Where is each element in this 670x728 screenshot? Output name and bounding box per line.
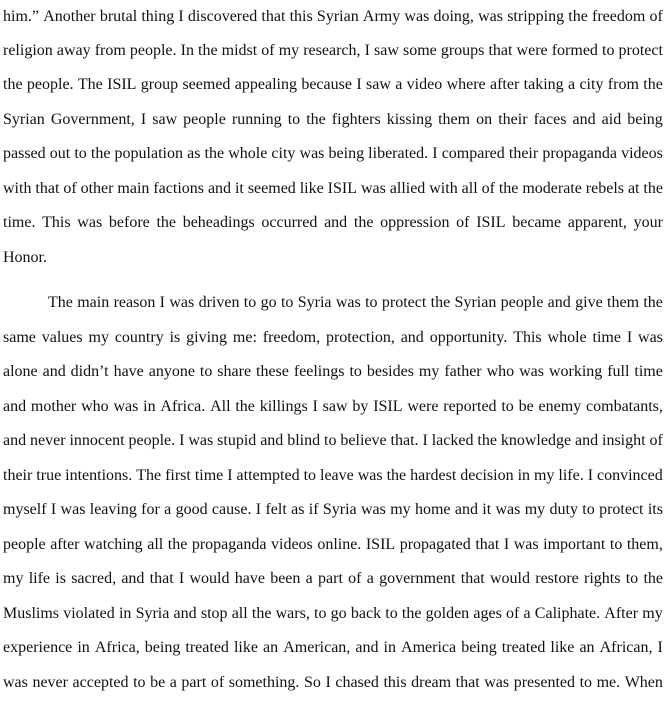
text-line: The main reason I was driven to go to Syria was to protect the Syrian people and give them the xyxy=(48,294,663,311)
text-line: the people. The ISIL group seemed appealing because I saw a video where after taking a city from the xyxy=(3,76,663,93)
text-line: their true intentions. The first time I attempted to leave was the hardest decision in my life. I convinced xyxy=(3,467,663,484)
text-line: experience in Africa, being treated like an American, and in America being treated like an African, I xyxy=(3,639,663,656)
text-line: Honor. xyxy=(3,249,47,266)
text-line: myself I was leaving for a good cause. I felt as if Syria was my home and it was my duty to protect its xyxy=(3,501,663,518)
text-line: people after watching all the propaganda videos online. ISIL propagated that I was important to them, xyxy=(3,536,663,553)
text-line: time. This was before the beheadings occurred and the oppression of ISIL became apparent, your xyxy=(3,214,663,231)
text-line: Muslims violated in Syria and stop all the wars, to go back to the golden ages of a Caliphate. After my xyxy=(3,605,663,622)
text-line: religion away from people. In the midst of my research, I saw some groups that were formed to protect xyxy=(3,42,663,59)
text-line: passed out to the population as the whole city was being liberated. I compared their propaganda videos xyxy=(3,145,663,162)
text-line: and never innocent people. I was stupid and blind to believe that. I lacked the knowledge and insight of xyxy=(3,432,663,449)
text-line: and mother who was in Africa. All the killings I saw by ISIL were reported to be enemy combatants, xyxy=(3,398,663,415)
text-line: him.” Another brutal thing I discovered that this Syrian Army was doing, was stripping the freedom of xyxy=(3,8,663,25)
text-line: alone and didn’t have anyone to share these feelings to besides my father who was working full time xyxy=(3,363,663,380)
text-line: same values my country is giving me: freedom, protection, and opportunity. This whole time I was xyxy=(3,329,663,346)
text-line: with that of other main factions and it seemed like ISIL was allied with all of the moderate rebels at the xyxy=(3,180,663,197)
text-line: Syrian Government, I saw people running to the fighters kissing them on their faces and aid being xyxy=(3,111,663,128)
text-line: was never accepted to be a part of something. So I chased this dream that was presented to me. When xyxy=(3,674,663,691)
text-line: my life is sacred, and that I would have been a part of a government that would restore rights to the xyxy=(3,570,663,587)
